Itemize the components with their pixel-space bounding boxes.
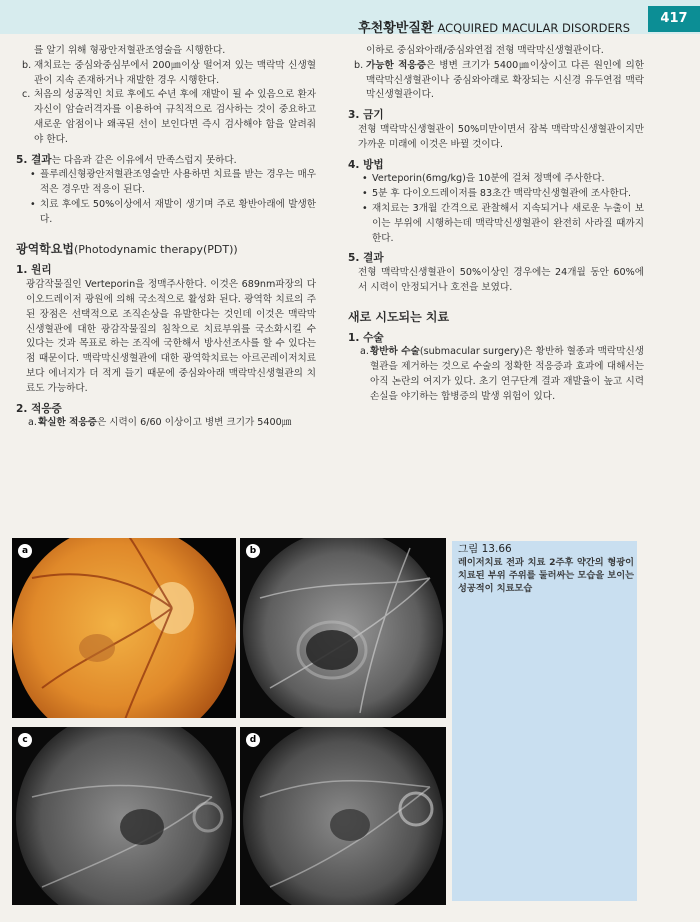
bullet-dot: • (362, 202, 368, 214)
pdt-title-ko: 광역학요법 (16, 241, 74, 256)
method-bullet-1 (348, 172, 644, 187)
left-column (16, 44, 316, 431)
left-section-5-rest: 는 다음과 같은 이유에서 만족스럽지 못하다. (51, 154, 237, 166)
left-section-5-head (16, 153, 316, 169)
right-item-b-bold: 가능한 적응증 (366, 59, 426, 71)
angiogram-c-graphic (12, 727, 236, 905)
pdt-title-en: (Photodynamic therapy(PDT)) (73, 242, 238, 256)
header-title-en: ACQUIRED MACULAR DISORDERS (437, 21, 630, 35)
fundus-photo-a-graphic (12, 538, 236, 718)
right-item-b-marker: b. (354, 59, 364, 71)
left-line1: 를 알기 위해 형광안저혈관조영술을 시행한다. (34, 45, 226, 56)
surgery-item-a-en: (submacular surgery) (419, 346, 524, 358)
left-item-c (16, 88, 316, 147)
contraindication-head: 3. 금기 (348, 109, 384, 122)
left-item-b (16, 59, 316, 89)
method-bullet-2-text: 5분 후 다이오드레이저를 83초간 맥락막신생혈관에 조사한다. (372, 188, 632, 200)
figure-caption-title: 그림 13.66 (458, 543, 512, 555)
pdt-principle-text: 광감작물질인 Verteporin을 정맥주사한다. 이것은 689nm파장의 다이오드레이저 광원에 의해 국소적으로 활성화 된다. 광역학 치료의 주된 장점은 선택적으로 조직손상을 유발한다는 것인데 이것은 맥락막신생혈관에 대한 광감작물질의 침착으로 치료부위를 국소화시킬 수 있다는 것과 목표로 하는 조직에 국한해서 방사선조사를 할 수 있다는 점 때문이다. 맥락막신생혈관에 대한 광역학치료는 아르곤레이저치료보다 에너지가 더 적게 들기 때문에 중심와아래 맥락막신생혈관의 치료도 가능하다. (26, 279, 316, 394)
pdt-indication-a-bold: 확실한 적응증 (38, 417, 97, 429)
left-section-5-bullet-2 (16, 198, 316, 228)
left-item-b-marker: b. (22, 59, 32, 71)
right-item-b (348, 59, 644, 103)
method-bullet-2 (348, 187, 644, 202)
method-bullet-3-text: 재치료는 3개월 간격으로 관찰해서 지속되거나 새로운 누출이 보이는 부위에 시행하는데 맥락막신생혈관이 완전히 사라질 때까지 한다. (372, 202, 644, 244)
pdt-indication-a-rest: 은 시력이 6/60 이상이고 병변 크기가 5400㎛ (96, 417, 292, 429)
left-section-5-num: 5. (16, 153, 28, 166)
left-item-c-marker: c. (22, 89, 31, 101)
bullet-dot: • (30, 198, 36, 210)
photo-label-c: c (18, 733, 32, 747)
contraindication-text: 전형 맥락막신생혈관이 50%미만이면서 잠복 맥락막신생혈관이지만 가까운 미래에 이것은 바뀔 것이다. (358, 123, 644, 150)
result-head: 5. 결과 (348, 252, 384, 265)
surgery-item-a-rest: 은 황반하 혈종과 맥락막신생혈관을 제거하는 것으로 수술의 정확한 적응증과 효과에 대해서는 아직 논란의 여지가 있다. 초기 연구단계 결과 재발율이 높고 시력손실을 야기하는 합병증의 발생 위험이 있다. (370, 346, 644, 402)
surgery-item-a-bold: 황반하 수술 (370, 346, 420, 358)
result-text: 전형 맥락막신생혈관이 50%이상인 경우에는 24개월 동안 60%에서 시력이 안정되거나 호전을 보였다. (358, 267, 644, 293)
angiogram-c (12, 727, 236, 905)
left-section-5-bullet-1 (16, 168, 316, 198)
bullet-dot: • (362, 188, 368, 200)
bullet-dot: • (362, 173, 368, 185)
pdt-title (16, 242, 316, 258)
caption-panel (452, 541, 637, 901)
left-section-5-bullet-2-text: 치료 후에도 50%이상에서 재발이 생기며 주로 황반아래에 발생한다. (40, 198, 316, 225)
header-title-ko: 후천황반질환 (358, 21, 434, 36)
new-treatment-title: 새로 시도되는 치료 (348, 309, 450, 324)
bullet-dot: • (30, 169, 36, 181)
page-number: 417 (648, 6, 700, 32)
photo-label-a: a (18, 544, 32, 558)
photo-label-d: d (246, 733, 260, 747)
running-header (358, 17, 630, 36)
left-section-5-bold: 결과 (31, 153, 52, 166)
left-section-5-bullet-1-text: 플루레신형광안저혈관조영술만 사용하면 치료를 받는 경우는 매우 적은 경우만 적응이 된다. (40, 169, 316, 196)
surgery-item-a (348, 345, 644, 404)
angiogram-d-graphic (240, 727, 446, 905)
fundus-photo-a (12, 538, 236, 718)
surgery-head: 1. 수술 (348, 331, 384, 344)
method-head: 4. 방법 (348, 158, 384, 171)
method-bullet-3 (348, 202, 644, 246)
figure-caption-text: 레이저치료 전과 치료 2주후 약간의 형광이 치료된 부위 주위를 둘러싸는 모습을 보이는 성공적이 치료모습 (458, 557, 634, 594)
angiogram-b (240, 538, 446, 718)
pdt-indication-a (16, 416, 316, 431)
surgery-item-a-marker: a. (360, 346, 369, 358)
pdt-principle-head: 1. 원리 (16, 264, 52, 277)
angiogram-d (240, 727, 446, 905)
pdt-indication-a-marker: a. (28, 417, 37, 429)
right-item-b-rest: 은 병변 크기가 5400㎛이상이고 다른 원인에 의한 맥락막신생혈관이나 중심와아래로 확장되는 시신경 유두연접 맥락막신생혈관이다. (366, 59, 644, 101)
left-item-c-text: 처음의 성공적인 치료 후에도 수년 후에 재발이 될 수 있음으로 환자자신이 암슬러격자를 이용하여 규칙적으로 검사하는 것이 중요하고 새로운 암점이나 왜곡된 선이 보인다면 즉시 검사해야 함을 알려줘야 한다. (34, 89, 316, 145)
photo-label-b: b (246, 544, 260, 558)
pdt-indication-head: 2. 적응증 (16, 402, 62, 415)
right-line1: 이하로 중심와아래/중심와연접 전형 맥락막신생혈관이다. (366, 45, 604, 56)
left-item-b-text: 재치료는 중심와중심부에서 200㎛이상 떨어져 있는 맥락막 신생혈관이 지속 존재하거나 재발한 경우 시행한다. (34, 59, 316, 86)
method-bullet-1-text: Verteporin(6mg/kg)을 10분에 걸쳐 정맥에 주사한다. (372, 173, 605, 185)
right-column (348, 44, 644, 405)
angiogram-b-graphic (240, 538, 446, 718)
